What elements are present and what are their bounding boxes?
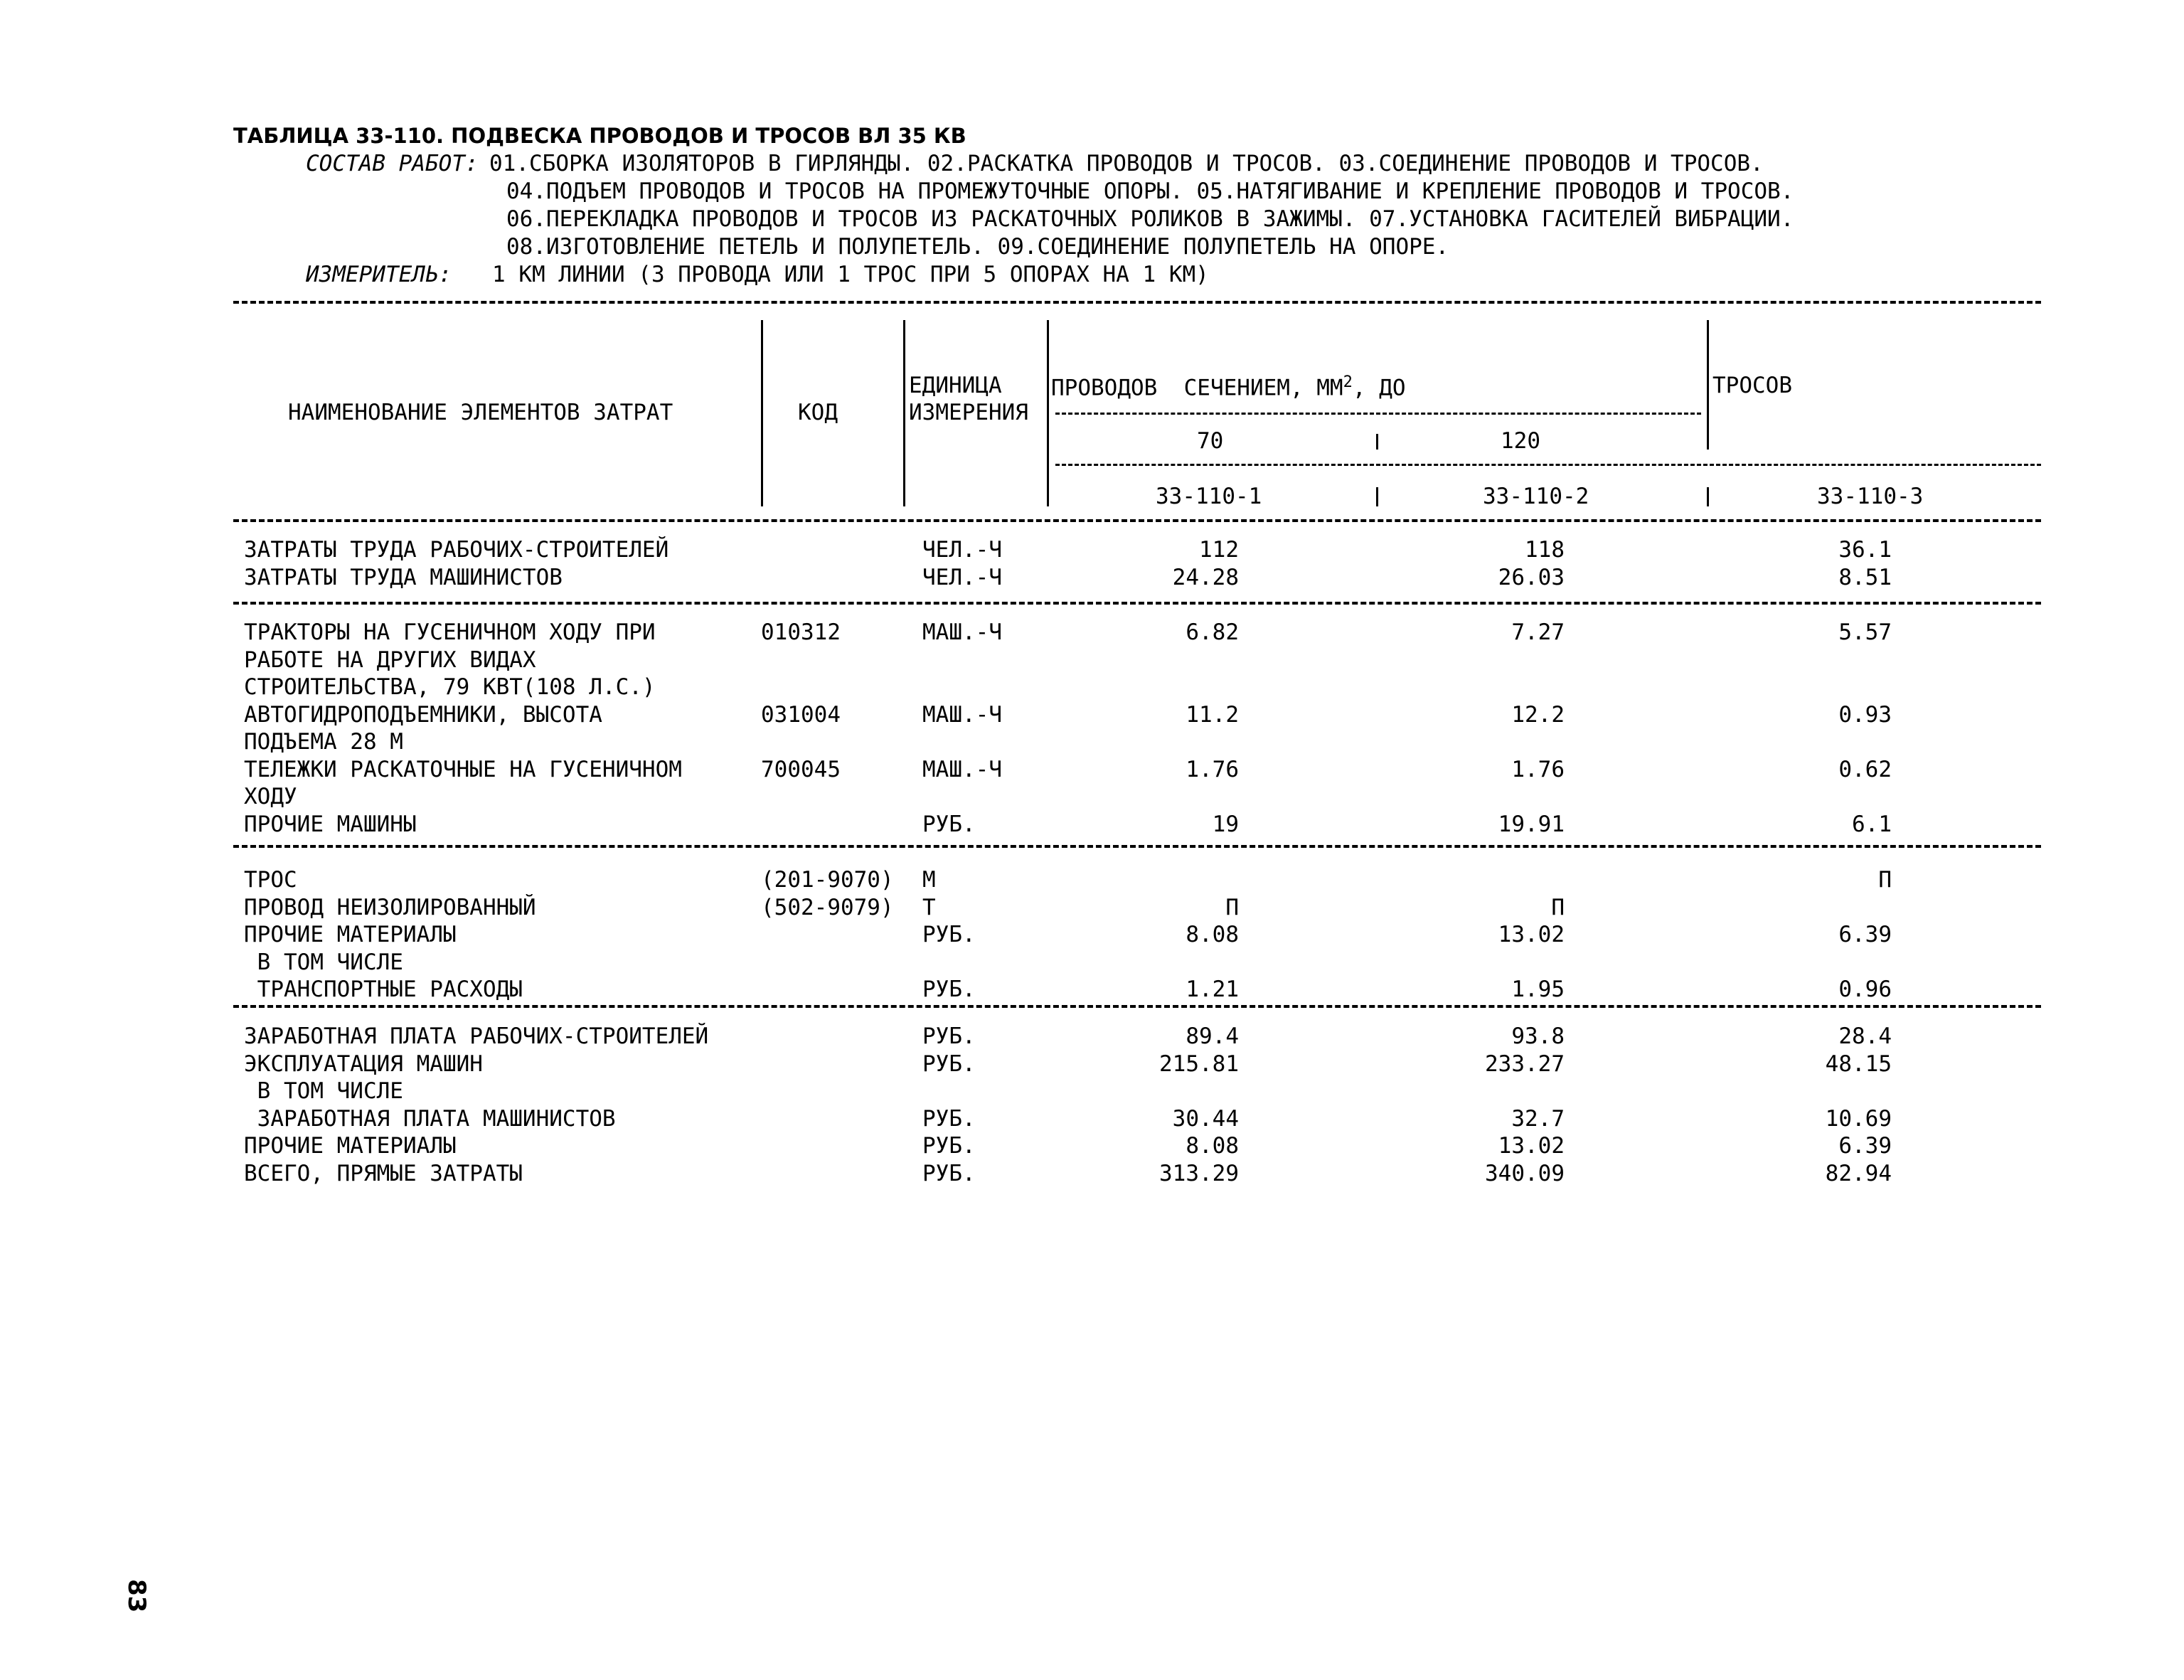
composition-line: 06.ПЕРЕКЛАДКА ПРОВОДОВ И ТРОСОВ ИЗ РАСКАТОЧНЫХ РОЛИКОВ В ЗАЖИМЫ. 07.УСТАНОВКА ГАСИТЕЛЕЙ ВИБРАЦИИ. <box>506 206 1794 232</box>
row-name: АВТОГИДРОПОДЪЕМНИКИ, ВЫСОТА <box>244 701 602 728</box>
row-value-70: 11.2 <box>1186 701 1239 728</box>
col-header-70: 70 <box>1197 428 1224 454</box>
row-code: 010312 <box>761 620 841 645</box>
row-code: (201-9070) <box>761 867 894 893</box>
col-separator <box>1376 434 1378 450</box>
wires-prefix: ПРОВОДОВ СЕЧЕНИЕМ, ММ <box>1051 375 1343 401</box>
row-value-120: 118 <box>1525 537 1565 563</box>
row-name: ЗАТРАТЫ ТРУДА РАБОЧИХ-СТРОИТЕЛЕЙ <box>244 537 669 563</box>
row-unit: Т <box>922 894 936 920</box>
row-value-120: 1.95 <box>1511 977 1565 1002</box>
row-unit: МАШ.-Ч <box>922 701 1002 728</box>
composition-label: СОСТАВ РАБОТ: <box>306 151 479 176</box>
row-value-70: 89.4 <box>1186 1024 1239 1049</box>
row-value-cables: 0.93 <box>1838 701 1892 728</box>
row-value-70: 1.76 <box>1186 756 1239 782</box>
row-value-cables: 0.62 <box>1838 756 1892 782</box>
header-bottom-rule <box>233 519 2041 522</box>
row-value-120: 340.09 <box>1485 1160 1565 1186</box>
composition-line: 08.ИЗГОТОВЛЕНИЕ ПЕТЕЛЬ И ПОЛУПЕТЕЛЬ. 09.СОЕДИНЕНИЕ ПОЛУПЕТЕЛЬ НА ОПОРЕ. <box>506 234 1449 260</box>
row-value-70: 30.44 <box>1172 1105 1239 1132</box>
row-value-120: 26.03 <box>1498 564 1565 590</box>
table-title: ТАБЛИЦА 33-110. ПОДВЕСКА ПРОВОДОВ И ТРОСОВ ВЛ 35 КВ <box>233 124 966 148</box>
row-unit: ЧЕЛ.-Ч <box>922 537 1002 563</box>
row-value-120: 7.27 <box>1511 620 1565 645</box>
col-separator <box>1707 320 1709 450</box>
row-value-cables: 36.1 <box>1838 537 1892 563</box>
row-unit: ЧЕЛ.-Ч <box>922 564 1002 590</box>
col-separator <box>1047 320 1049 506</box>
section-rule <box>233 1005 2041 1008</box>
row-value-cables: 0.96 <box>1838 977 1892 1002</box>
col-header-120: 120 <box>1501 428 1540 454</box>
row-value-120: 233.27 <box>1485 1051 1565 1077</box>
row-unit: РУБ. <box>922 1051 976 1077</box>
row-name: ПРОВОД НЕИЗОЛИРОВАННЫЙ <box>244 894 536 920</box>
row-value-cables: 10.69 <box>1825 1105 1892 1132</box>
row-value-70: 8.08 <box>1186 1133 1239 1159</box>
row-value-cables: 82.94 <box>1825 1160 1892 1186</box>
row-name: ТРОС <box>244 867 297 893</box>
row-name: ЗАРАБОТНАЯ ПЛАТА РАБОЧИХ-СТРОИТЕЛЕЙ <box>244 1024 709 1049</box>
col-separator <box>761 320 763 506</box>
meter-label: ИЗМЕРИТЕЛЬ: <box>306 262 452 287</box>
col-header-unit: ЕДИНИЦА <box>909 373 1002 398</box>
row-unit: МАШ.-Ч <box>922 756 1002 782</box>
row-value-120: П <box>1551 894 1565 920</box>
row-value-70: 1.21 <box>1186 977 1239 1002</box>
table-top-rule <box>233 301 2041 304</box>
row-value-cables: 6.1 <box>1852 811 1892 837</box>
col-header-unit: ИЗМЕРЕНИЯ <box>909 400 1028 425</box>
row-name: ТЕЛЕЖКИ РАСКАТОЧНЫЕ НА ГУСЕНИЧНОМ <box>244 756 682 782</box>
col-header-code: КОД <box>798 400 838 425</box>
row-value-120: 13.02 <box>1498 922 1565 947</box>
col-header-name: НАИМЕНОВАНИЕ ЭЛЕМЕНТОВ ЗАТРАТ <box>288 400 673 425</box>
row-value-120: 13.02 <box>1498 1133 1565 1159</box>
row-value-cables: 28.4 <box>1838 1024 1892 1049</box>
row-name: ПРОЧИЕ МАТЕРИАЛЫ <box>244 922 457 947</box>
row-name: ЗАРАБОТНАЯ ПЛАТА МАШИНИСТОВ <box>244 1105 616 1132</box>
col-separator <box>903 320 905 506</box>
col-separator <box>1707 487 1709 506</box>
row-value-70: 313.29 <box>1159 1160 1239 1186</box>
row-name: ПРОЧИЕ МАТЕРИАЛЫ <box>244 1133 457 1159</box>
composition-line: 04.ПОДЪЕМ ПРОВОДОВ И ТРОСОВ НА ПРОМЕЖУТОЧНЫЕ ОПОРЫ. 05.НАТЯГИВАНИЕ И КРЕПЛЕНИЕ ПРОВОДОВ И ТРОСОВ. <box>506 179 1794 204</box>
row-value-cables: 6.39 <box>1838 1133 1892 1159</box>
composition-line: 01.СБОРКА ИЗОЛЯТОРОВ В ГИРЛЯНДЫ. 02.РАСКАТКА ПРОВОДОВ И ТРОСОВ. 03.СОЕДИНЕНИЕ ПРОВОДОВ И ТРОСОВ. <box>489 151 1764 176</box>
row-unit: РУБ. <box>922 811 976 837</box>
row-name: ЗАТРАТЫ ТРУДА МАШИНИСТОВ <box>244 564 563 590</box>
row-value-cables: 8.51 <box>1838 564 1892 590</box>
row-value-cables: П <box>1878 867 1892 893</box>
row-code: 031004 <box>761 701 841 728</box>
row-unit: РУБ. <box>922 1160 976 1186</box>
row-value-70: 19 <box>1212 811 1239 837</box>
row-name: ЭКСПЛУАТАЦИЯ МАШИН <box>244 1051 483 1077</box>
row-value-120: 19.91 <box>1498 811 1565 837</box>
row-unit: М <box>922 867 936 893</box>
row-value-70: 215.81 <box>1159 1051 1239 1077</box>
row-value-70: П <box>1225 894 1239 920</box>
row-name: РАБОТЕ НА ДРУГИХ ВИДАХ <box>244 647 536 673</box>
row-code: (502-9079) <box>761 894 894 920</box>
section-rule <box>233 602 2041 605</box>
row-unit: РУБ. <box>922 1105 976 1132</box>
row-unit: РУБ. <box>922 977 976 1002</box>
row-value-cables: 5.57 <box>1838 620 1892 645</box>
row-value-120: 93.8 <box>1511 1024 1565 1049</box>
row-value-70: 24.28 <box>1172 564 1239 590</box>
row-name: В ТОМ ЧИСЛЕ <box>244 949 403 975</box>
page-number: 83 <box>122 1579 151 1613</box>
row-name: СТРОИТЕЛЬСТВА, 79 КВТ(108 Л.С.) <box>244 674 656 700</box>
row-name: ТРАНСПОРТНЫЕ РАСХОДЫ <box>244 977 523 1002</box>
row-value-70: 8.08 <box>1186 922 1239 947</box>
header-sub-rule <box>1055 464 2041 466</box>
row-value-120: 32.7 <box>1511 1105 1565 1132</box>
wires-suffix: , ДО <box>1352 375 1406 401</box>
row-name: ТРАКТОРЫ НА ГУСЕНИЧНОМ ХОДУ ПРИ <box>244 620 656 645</box>
col-code-1: 33-110-1 <box>1156 484 1262 509</box>
row-value-120: 1.76 <box>1511 756 1565 782</box>
col-header-cables: ТРОСОВ <box>1712 373 1792 398</box>
row-unit: МАШ.-Ч <box>922 620 1002 645</box>
row-value-cables: 6.39 <box>1838 922 1892 947</box>
row-unit: РУБ. <box>922 1024 976 1049</box>
wires-sup: 2 <box>1343 373 1353 391</box>
row-name: ПРОЧИЕ МАШИНЫ <box>244 811 417 837</box>
meter-text: 1 КМ ЛИНИИ (3 ПРОВОДА ИЛИ 1 ТРОС ПРИ 5 ОПОРАХ НА 1 КМ) <box>492 262 1209 287</box>
row-value-70: 6.82 <box>1186 620 1239 645</box>
row-value-cables: 48.15 <box>1825 1051 1892 1077</box>
row-name: В ТОМ ЧИСЛЕ <box>244 1078 403 1104</box>
col-code-2: 33-110-2 <box>1483 484 1589 509</box>
row-unit: РУБ. <box>922 922 976 947</box>
col-code-3: 33-110-3 <box>1817 484 1924 509</box>
section-rule <box>233 845 2041 848</box>
row-code: 700045 <box>761 756 841 782</box>
col-header-wires <box>1051 375 1406 399</box>
row-name: ПОДЪЕМА 28 М <box>244 729 403 755</box>
header-sub-rule <box>1055 413 1701 415</box>
row-unit: РУБ. <box>922 1133 976 1159</box>
row-value-120: 12.2 <box>1511 701 1565 728</box>
col-separator <box>1376 487 1378 506</box>
row-name: ВСЕГО, ПРЯМЫЕ ЗАТРАТЫ <box>244 1160 523 1186</box>
row-name: ХОДУ <box>244 784 297 809</box>
row-value-70: 112 <box>1199 537 1239 563</box>
